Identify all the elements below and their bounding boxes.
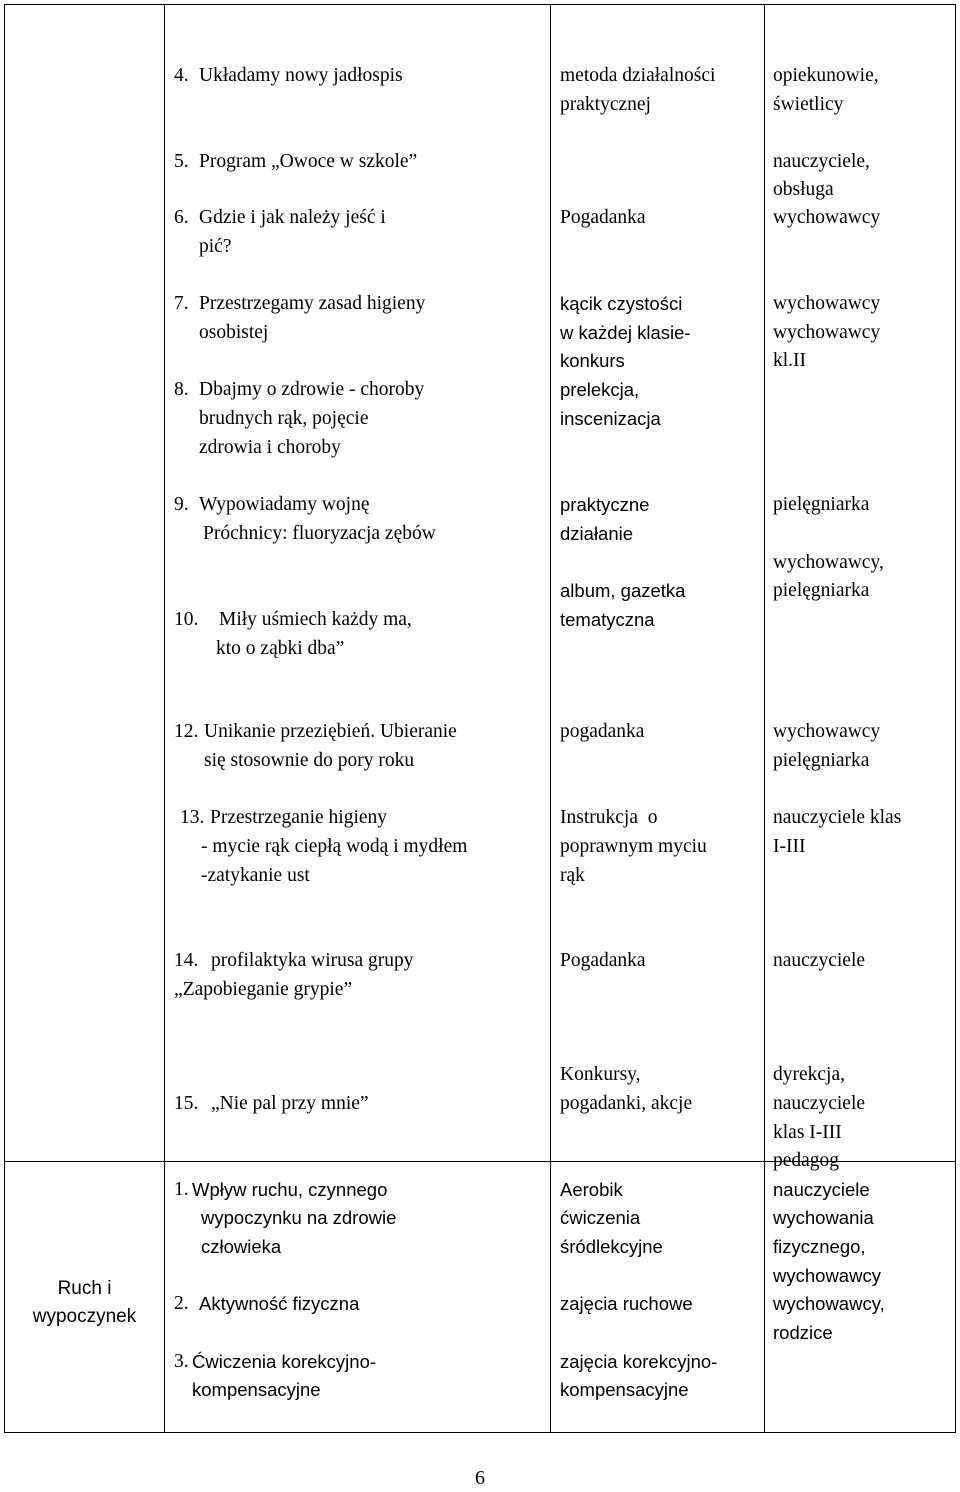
responsible-line: opiekunowie, (773, 65, 879, 86)
responsible-line: wychowawcy (773, 293, 881, 314)
method-line: zajęcia korekcyjno- (560, 1351, 718, 1372)
method-line: w każdej klasie- (560, 322, 691, 343)
topic-line: profilaktyka wirusa grupy (211, 950, 414, 971)
responsible-line: wychowawcy (773, 1265, 881, 1286)
method-line: Instrukcja o (560, 807, 658, 828)
method-line: ćwiczenia (560, 1207, 641, 1228)
responsible-line: rodzice (773, 1322, 833, 1343)
topic-line: Wypowiadamy wojnę (199, 494, 370, 515)
method-line: metoda działalności (560, 65, 716, 86)
column-divider-1 (164, 4, 165, 1433)
page-number: 6 (475, 1467, 485, 1489)
method-line: zajęcia ruchowe (560, 1293, 693, 1314)
method-line: pogadanka (560, 721, 645, 742)
responsible-line: nauczyciele (773, 1179, 870, 1200)
topic-number: 2. (174, 1293, 189, 1314)
responsible-line: pielęgniarka (773, 580, 870, 601)
topic-number: 5. (174, 151, 189, 172)
table-border-right (955, 4, 956, 1433)
method-line: Aerobik (560, 1179, 623, 1200)
topic-number: 9. (174, 494, 189, 515)
responsible-line: kl.II (773, 350, 807, 371)
topic-line: brudnych rąk, pojęcie (199, 408, 369, 429)
method-line: Pogadanka (560, 950, 646, 971)
method-line: inscenizacja (560, 408, 661, 429)
method-line: działanie (560, 523, 634, 544)
method-line: kompensacyjne (560, 1379, 689, 1400)
topic-line: się stosownie do pory roku (204, 750, 415, 771)
topic-line: Unikanie przeziębień. Ubieranie (204, 721, 457, 742)
responsible-line: wychowawcy, (773, 1293, 885, 1314)
method-line: Konkursy, (560, 1064, 641, 1085)
responsible-line: pielęgniarka (773, 494, 870, 515)
method-line: poprawnym myciu (560, 836, 707, 857)
method-line: album, gazetka (560, 580, 686, 601)
area-label (5, 1275, 164, 1331)
method-line: praktyczne (560, 494, 650, 515)
topic-number: 1. (174, 1179, 189, 1200)
method-line: konkurs (560, 350, 625, 371)
topic-line: „Zapobieganie grypie” (174, 979, 353, 1000)
table-border-bottom (4, 1432, 956, 1433)
method-line: prelekcja, (560, 379, 640, 400)
topic-line: pić? (199, 236, 232, 257)
responsible-line: obsługa (773, 179, 834, 200)
topic-line: człowieka (201, 1236, 282, 1257)
topic-line: Próchnicy: fluoryzacja zębów (203, 523, 436, 544)
method-line: praktycznej (560, 94, 651, 115)
area-line: wypoczynek (32, 1306, 137, 1327)
responsible-line: wychowawcy (773, 207, 881, 228)
topic-line: Aktywność fizyczna (199, 1293, 360, 1314)
topic-line: Ćwiczenia korekcyjno- (192, 1351, 377, 1372)
topic-line: Układamy nowy jadłospis (199, 65, 403, 86)
topic-number: 6. (174, 207, 189, 228)
topic-number: 4. (174, 65, 189, 86)
topic-line: Program „Owoce w szkole” (199, 151, 418, 172)
responsible-line: świetlicy (773, 94, 844, 115)
topic-number: 8. (174, 379, 189, 400)
method-line: śródlekcyjne (560, 1236, 663, 1257)
topic-line: osobistej (199, 322, 269, 343)
topic-line: Gdzie i jak należy jeść i (199, 207, 386, 228)
method-line: rąk (560, 865, 585, 886)
topic-line: „Nie pal przy mnie” (211, 1093, 369, 1114)
table-border-left (4, 4, 5, 1433)
topic-number: 3. (174, 1351, 189, 1372)
responsible-line: pielęgniarka (773, 750, 870, 771)
responsible-line: nauczyciele (773, 1093, 866, 1114)
topic-number: 7. (174, 293, 189, 314)
topic-number: 14. (174, 950, 199, 971)
topic-line: kto o ząbki dba” (216, 638, 345, 659)
topic-number: 10. (174, 609, 199, 630)
topic-line: -zatykanie ust (201, 865, 310, 886)
topic-line: Przestrzeganie higieny (210, 807, 388, 828)
responsible-line: I-III (773, 836, 806, 857)
area-line: Ruch i (57, 1278, 112, 1299)
responsible-line: klas I-III (773, 1122, 842, 1143)
topic-number: 15. (174, 1093, 199, 1114)
responsible-line: nauczyciele klas (773, 807, 902, 828)
responsible-line: nauczyciele, (773, 151, 870, 172)
method-line: tematyczna (560, 609, 655, 630)
topic-number: 13. (180, 807, 205, 828)
table-border-top (4, 4, 956, 5)
responsible-line: fizycznego, (773, 1236, 866, 1257)
topic-line: Miły uśmiech każdy ma, (219, 609, 412, 630)
column-divider-2 (550, 4, 551, 1433)
topic-line: zdrowia i choroby (199, 437, 341, 458)
method-line: pogadanki, akcje (560, 1093, 693, 1114)
topic-line: - mycie rąk ciepłą wodą i mydłem (201, 836, 468, 857)
column-divider-3 (764, 4, 765, 1433)
topic-line: Przestrzegamy zasad higieny (199, 293, 426, 314)
responsible-line: wychowawcy (773, 721, 881, 742)
topic-line: kompensacyjne (192, 1379, 321, 1400)
responsible-line: pedagog (773, 1150, 840, 1171)
method-line: kącik czystości (560, 293, 683, 314)
responsible-line: dyrekcja, (773, 1064, 846, 1085)
topic-line: Dbajmy o zdrowie - choroby (199, 379, 425, 400)
topic-number: 12. (174, 721, 199, 742)
method-line: Pogadanka (560, 207, 646, 228)
topic-line: Wpływ ruchu, czynnego (192, 1179, 388, 1200)
topic-line: wypoczynku na zdrowie (201, 1207, 397, 1228)
responsible-line: nauczyciele (773, 950, 866, 971)
responsible-line: wychowawcy, (773, 552, 884, 573)
responsible-line: wychowania (773, 1207, 874, 1228)
responsible-line: wychowawcy (773, 322, 881, 343)
